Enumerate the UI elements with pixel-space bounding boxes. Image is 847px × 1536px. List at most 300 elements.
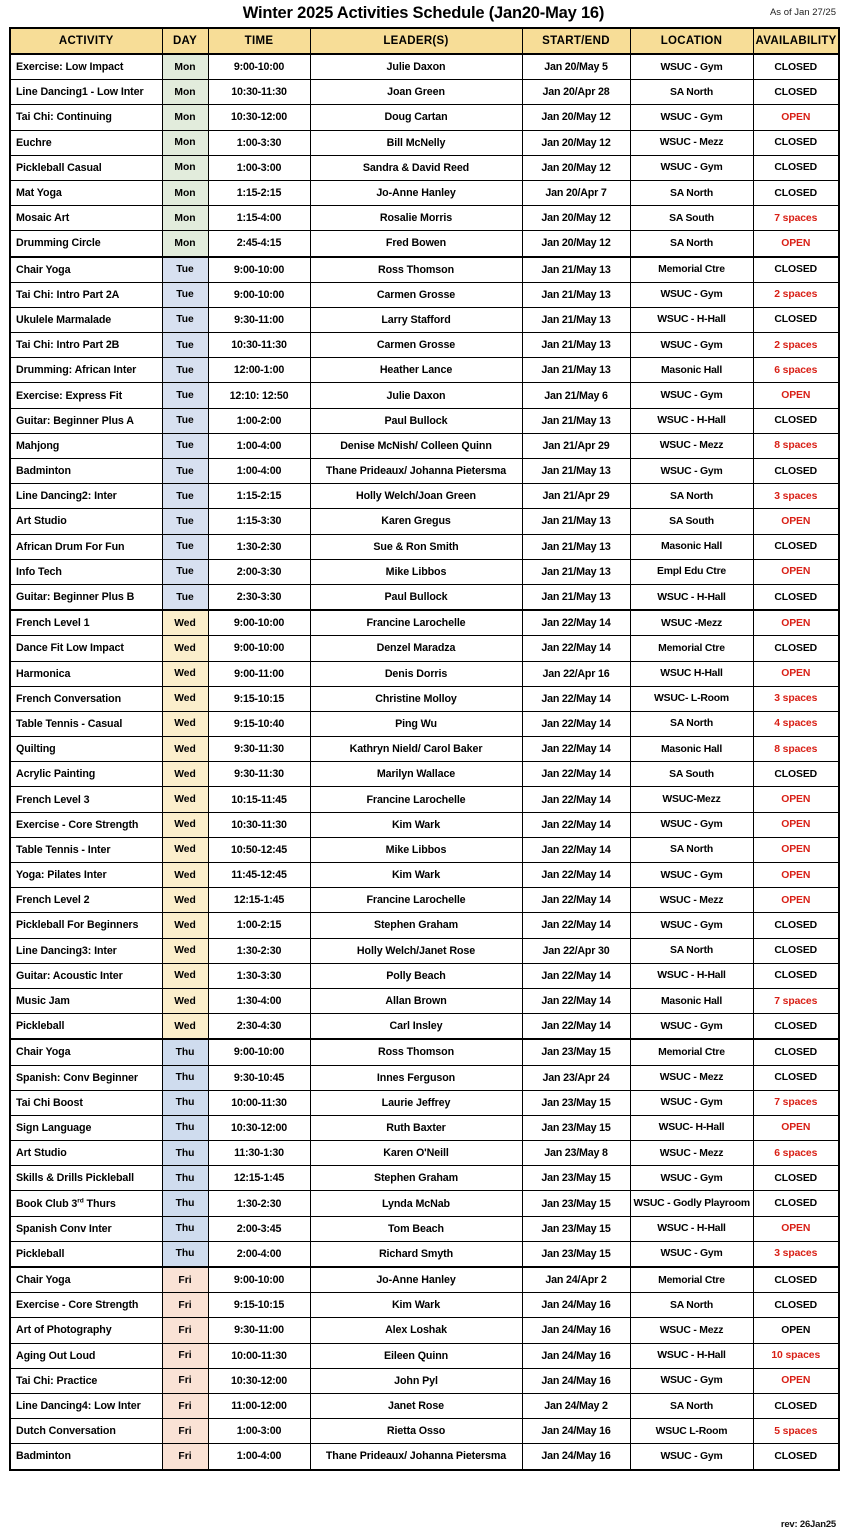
- cell-location: SA South: [630, 509, 753, 534]
- cell-start-end: Jan 22/May 14: [522, 762, 630, 787]
- cell-availability: OPEN: [753, 1318, 839, 1343]
- cell-location: WSUC - Gym: [630, 863, 753, 888]
- cell-time: 1:15-2:15: [208, 180, 310, 205]
- cell-start-end: Jan 21/Apr 29: [522, 484, 630, 509]
- cell-start-end: Jan 22/May 14: [522, 610, 630, 636]
- cell-activity: Art Studio: [10, 509, 162, 534]
- cell-availability: OPEN: [753, 559, 839, 584]
- table-row: [10, 938, 839, 963]
- table-row: [10, 1241, 839, 1267]
- cell-leader: Doug Cartan: [310, 105, 522, 130]
- cell-location: SA North: [630, 938, 753, 963]
- cell-leader: Francine Larochelle: [310, 610, 522, 636]
- cell-leader: John Pyl: [310, 1368, 522, 1393]
- cell-activity: Pickleball: [10, 1014, 162, 1040]
- cell-start-end: Jan 24/Apr 2: [522, 1267, 630, 1293]
- cell-location: SA North: [630, 80, 753, 105]
- cell-activity: Pickleball For Beginners: [10, 913, 162, 938]
- cell-start-end: Jan 22/May 14: [522, 963, 630, 988]
- cell-day: Tue: [162, 484, 208, 509]
- cell-availability: OPEN: [753, 787, 839, 812]
- cell-location: WSUC - Gym: [630, 1444, 753, 1470]
- cell-activity: Line Dancing1 - Low Inter: [10, 80, 162, 105]
- cell-time: 1:00-3:00: [208, 1419, 310, 1444]
- cell-location: WSUC - Gym: [630, 913, 753, 938]
- cell-leader: Ross Thomson: [310, 1039, 522, 1065]
- cell-activity: Music Jam: [10, 988, 162, 1013]
- cell-activity: Yoga: Pilates Inter: [10, 863, 162, 888]
- cell-time: 1:30-2:30: [208, 938, 310, 963]
- cell-location: WSUC - Gym: [630, 459, 753, 484]
- cell-time: 1:30-2:30: [208, 534, 310, 559]
- cell-availability: CLOSED: [753, 1039, 839, 1065]
- cell-availability: OPEN: [753, 837, 839, 862]
- table-row: [10, 231, 839, 257]
- as-of-date: As of Jan 27/25: [769, 7, 836, 18]
- table-row: [10, 509, 839, 534]
- cell-location: WSUC- H-Hall: [630, 1115, 753, 1140]
- cell-time: 9:15-10:15: [208, 1293, 310, 1318]
- cell-availability: 2 spaces: [753, 282, 839, 307]
- table-row: [10, 1368, 839, 1393]
- cell-leader: Janet Rose: [310, 1393, 522, 1418]
- cell-time: 2:30-3:30: [208, 584, 310, 610]
- cell-day: Tue: [162, 559, 208, 584]
- cell-activity: Chair Yoga: [10, 1039, 162, 1065]
- cell-time: 1:00-2:00: [208, 408, 310, 433]
- cell-leader: Carmen Grosse: [310, 282, 522, 307]
- cell-leader: Richard Smyth: [310, 1241, 522, 1267]
- cell-day: Tue: [162, 534, 208, 559]
- table-row: [10, 1065, 839, 1090]
- cell-day: Wed: [162, 787, 208, 812]
- table-row: [10, 1115, 839, 1140]
- cell-start-end: Jan 21/May 6: [522, 383, 630, 408]
- table-row: [10, 1318, 839, 1343]
- cell-activity: Art of Photography: [10, 1318, 162, 1343]
- cell-availability: OPEN: [753, 610, 839, 636]
- cell-activity: Guitar: Beginner Plus B: [10, 584, 162, 610]
- cell-day: Fri: [162, 1368, 208, 1393]
- cell-time: 10:30-12:00: [208, 105, 310, 130]
- cell-availability: OPEN: [753, 888, 839, 913]
- cell-location: Memorial Ctre: [630, 257, 753, 283]
- cell-leader: Carl Insley: [310, 1014, 522, 1040]
- cell-availability: CLOSED: [753, 1166, 839, 1191]
- cell-availability: 6 spaces: [753, 358, 839, 383]
- cell-leader: Stephen Graham: [310, 1166, 522, 1191]
- table-header: [10, 28, 839, 54]
- cell-time: 2:45-4:15: [208, 231, 310, 257]
- cell-activity: Dutch Conversation: [10, 1419, 162, 1444]
- cell-activity: Tai Chi: Continuing: [10, 105, 162, 130]
- cell-start-end: Jan 20/Apr 7: [522, 180, 630, 205]
- table-row: [10, 155, 839, 180]
- cell-start-end: Jan 22/Apr 30: [522, 938, 630, 963]
- revision-note: rev: 26Jan25: [780, 1519, 836, 1530]
- cell-time: 10:00-11:30: [208, 1090, 310, 1115]
- page-title: Winter 2025 Activities Schedule (Jan20-May 16): [242, 4, 605, 22]
- cell-day: Wed: [162, 636, 208, 661]
- cell-location: WSUC - Mezz: [630, 1141, 753, 1166]
- table-row: [10, 408, 839, 433]
- cell-leader: Polly Beach: [310, 963, 522, 988]
- cell-day: Tue: [162, 584, 208, 610]
- table-row: [10, 307, 839, 332]
- table-row: [10, 206, 839, 231]
- cell-day: Tue: [162, 383, 208, 408]
- cell-availability: CLOSED: [753, 257, 839, 283]
- cell-start-end: Jan 21/May 13: [522, 584, 630, 610]
- cell-activity: Guitar: Acoustic Inter: [10, 963, 162, 988]
- cell-activity: French Level 1: [10, 610, 162, 636]
- page-header: [9, 0, 838, 26]
- cell-leader: Stephen Graham: [310, 913, 522, 938]
- table-row: [10, 559, 839, 584]
- cell-location: Masonic Hall: [630, 737, 753, 762]
- table-row: [10, 54, 839, 80]
- cell-availability: CLOSED: [753, 80, 839, 105]
- column-header-leaders: LEADER(S): [310, 28, 522, 54]
- cell-activity: Line Dancing3: Inter: [10, 938, 162, 963]
- cell-day: Thu: [162, 1216, 208, 1241]
- cell-availability: 7 spaces: [753, 1090, 839, 1115]
- cell-activity: Tai Chi: Intro Part 2B: [10, 333, 162, 358]
- cell-time: 12:15-1:45: [208, 1166, 310, 1191]
- cell-leader: Allan Brown: [310, 988, 522, 1013]
- cell-day: Wed: [162, 913, 208, 938]
- cell-day: Wed: [162, 1014, 208, 1040]
- table-row: [10, 888, 839, 913]
- cell-time: 9:00-10:00: [208, 54, 310, 80]
- cell-start-end: Jan 23/Apr 24: [522, 1065, 630, 1090]
- cell-start-end: Jan 21/May 13: [522, 534, 630, 559]
- cell-activity: Tai Chi: Intro Part 2A: [10, 282, 162, 307]
- cell-availability: CLOSED: [753, 459, 839, 484]
- table-row: [10, 686, 839, 711]
- cell-day: Fri: [162, 1393, 208, 1418]
- cell-activity: Aging Out Loud: [10, 1343, 162, 1368]
- table-row: [10, 1191, 839, 1216]
- cell-start-end: Jan 22/May 14: [522, 1014, 630, 1040]
- cell-day: Tue: [162, 257, 208, 283]
- cell-time: 1:30-3:30: [208, 963, 310, 988]
- cell-activity: Acrylic Painting: [10, 762, 162, 787]
- cell-leader: Rietta Osso: [310, 1419, 522, 1444]
- table-row: [10, 1444, 839, 1470]
- cell-availability: CLOSED: [753, 155, 839, 180]
- cell-day: Wed: [162, 686, 208, 711]
- cell-day: Mon: [162, 231, 208, 257]
- cell-start-end: Jan 22/May 14: [522, 988, 630, 1013]
- cell-start-end: Jan 20/May 5: [522, 54, 630, 80]
- table-row: [10, 1343, 839, 1368]
- table-row: [10, 433, 839, 458]
- cell-day: Tue: [162, 358, 208, 383]
- cell-leader: Sue & Ron Smith: [310, 534, 522, 559]
- cell-location: SA North: [630, 711, 753, 736]
- table-row: [10, 988, 839, 1013]
- cell-location: WSUC - Gym: [630, 383, 753, 408]
- cell-location: WSUC - Gym: [630, 1014, 753, 1040]
- cell-start-end: Jan 21/May 13: [522, 509, 630, 534]
- cell-availability: CLOSED: [753, 1293, 839, 1318]
- cell-start-end: Jan 21/May 13: [522, 358, 630, 383]
- table-row: [10, 333, 839, 358]
- table-row: [10, 963, 839, 988]
- cell-availability: CLOSED: [753, 534, 839, 559]
- cell-location: WSUC - Gym: [630, 812, 753, 837]
- cell-availability: CLOSED: [753, 1014, 839, 1040]
- table-row: [10, 1293, 839, 1318]
- cell-time: 1:15-3:30: [208, 509, 310, 534]
- cell-location: WSUC L-Room: [630, 1419, 753, 1444]
- cell-day: Fri: [162, 1444, 208, 1470]
- table-row: [10, 105, 839, 130]
- cell-location: SA North: [630, 837, 753, 862]
- cell-availability: CLOSED: [753, 408, 839, 433]
- cell-time: 1:00-3:30: [208, 130, 310, 155]
- cell-start-end: Jan 21/May 13: [522, 559, 630, 584]
- cell-time: 9:30-11:00: [208, 307, 310, 332]
- cell-leader: Paul Bullock: [310, 584, 522, 610]
- cell-location: WSUC - Gym: [630, 1166, 753, 1191]
- cell-start-end: Jan 23/May 15: [522, 1115, 630, 1140]
- cell-day: Thu: [162, 1141, 208, 1166]
- cell-availability: 4 spaces: [753, 711, 839, 736]
- cell-location: SA North: [630, 1393, 753, 1418]
- cell-start-end: Jan 24/May 16: [522, 1419, 630, 1444]
- table-row: [10, 257, 839, 283]
- cell-day: Wed: [162, 863, 208, 888]
- cell-availability: CLOSED: [753, 1267, 839, 1293]
- table-row: [10, 787, 839, 812]
- cell-day: Wed: [162, 812, 208, 837]
- table-row: [10, 358, 839, 383]
- cell-availability: 5 spaces: [753, 1419, 839, 1444]
- cell-availability: OPEN: [753, 1115, 839, 1140]
- cell-time: 1:00-4:00: [208, 459, 310, 484]
- cell-availability: OPEN: [753, 105, 839, 130]
- cell-activity: Line Dancing2: Inter: [10, 484, 162, 509]
- cell-leader: Kim Wark: [310, 863, 522, 888]
- cell-day: Mon: [162, 105, 208, 130]
- cell-start-end: Jan 20/May 12: [522, 206, 630, 231]
- cell-availability: OPEN: [753, 661, 839, 686]
- cell-location: WSUC - Mezz: [630, 130, 753, 155]
- cell-location: WSUC - Mezz: [630, 1318, 753, 1343]
- cell-time: 11:30-1:30: [208, 1141, 310, 1166]
- cell-day: Mon: [162, 130, 208, 155]
- table-row: [10, 130, 839, 155]
- cell-availability: 7 spaces: [753, 206, 839, 231]
- cell-activity: Euchre: [10, 130, 162, 155]
- cell-time: 10:30-11:30: [208, 812, 310, 837]
- cell-availability: 8 spaces: [753, 737, 839, 762]
- cell-leader: Julie Daxon: [310, 54, 522, 80]
- cell-location: WSUC - H-Hall: [630, 1343, 753, 1368]
- cell-day: Thu: [162, 1241, 208, 1267]
- cell-activity: African Drum For Fun: [10, 534, 162, 559]
- cell-availability: OPEN: [753, 1368, 839, 1393]
- cell-availability: OPEN: [753, 231, 839, 257]
- cell-availability: 3 spaces: [753, 1241, 839, 1267]
- cell-day: Mon: [162, 54, 208, 80]
- cell-activity: Info Tech: [10, 559, 162, 584]
- cell-location: SA North: [630, 180, 753, 205]
- cell-activity: Dance Fit Low Impact: [10, 636, 162, 661]
- cell-time: 9:30-11:30: [208, 737, 310, 762]
- cell-activity: French Level 3: [10, 787, 162, 812]
- cell-activity: Spanish: Conv Beginner: [10, 1065, 162, 1090]
- table-row: [10, 661, 839, 686]
- cell-leader: Tom Beach: [310, 1216, 522, 1241]
- table-row: [10, 383, 839, 408]
- cell-time: 9:15-10:40: [208, 711, 310, 736]
- cell-start-end: Jan 24/May 16: [522, 1343, 630, 1368]
- cell-location: WSUC -Mezz: [630, 610, 753, 636]
- cell-day: Tue: [162, 408, 208, 433]
- cell-location: Memorial Ctre: [630, 1039, 753, 1065]
- activities-schedule-table: [9, 27, 840, 1471]
- cell-start-end: Jan 20/Apr 28: [522, 80, 630, 105]
- cell-leader: Marilyn Wallace: [310, 762, 522, 787]
- cell-activity: Tai Chi Boost: [10, 1090, 162, 1115]
- cell-location: WSUC-Mezz: [630, 787, 753, 812]
- cell-day: Fri: [162, 1318, 208, 1343]
- cell-day: Mon: [162, 206, 208, 231]
- table-row: [10, 837, 839, 862]
- cell-start-end: Jan 22/May 14: [522, 837, 630, 862]
- table-row: [10, 1267, 839, 1293]
- cell-location: SA South: [630, 206, 753, 231]
- cell-leader: Sandra & David Reed: [310, 155, 522, 180]
- cell-leader: Mike Libbos: [310, 837, 522, 862]
- cell-leader: Carmen Grosse: [310, 333, 522, 358]
- cell-start-end: Jan 21/May 13: [522, 307, 630, 332]
- cell-location: Memorial Ctre: [630, 636, 753, 661]
- cell-leader: Kim Wark: [310, 1293, 522, 1318]
- table-row: [10, 1166, 839, 1191]
- cell-leader: Joan Green: [310, 80, 522, 105]
- cell-activity: French Level 2: [10, 888, 162, 913]
- table-row: [10, 459, 839, 484]
- cell-start-end: Jan 21/May 13: [522, 333, 630, 358]
- cell-activity: Harmonica: [10, 661, 162, 686]
- cell-activity: Badminton: [10, 459, 162, 484]
- cell-activity: Skills & Drills Pickleball: [10, 1166, 162, 1191]
- cell-location: WSUC - H-Hall: [630, 307, 753, 332]
- cell-time: 12:10: 12:50: [208, 383, 310, 408]
- cell-activity: Art Studio: [10, 1141, 162, 1166]
- cell-activity: Chair Yoga: [10, 257, 162, 283]
- cell-availability: CLOSED: [753, 584, 839, 610]
- cell-start-end: Jan 24/May 2: [522, 1393, 630, 1418]
- cell-day: Tue: [162, 433, 208, 458]
- cell-location: SA North: [630, 484, 753, 509]
- cell-availability: CLOSED: [753, 130, 839, 155]
- cell-location: Masonic Hall: [630, 534, 753, 559]
- table-row: [10, 1419, 839, 1444]
- table-row: [10, 762, 839, 787]
- cell-location: Memorial Ctre: [630, 1267, 753, 1293]
- cell-day: Thu: [162, 1191, 208, 1216]
- cell-time: 9:30-10:45: [208, 1065, 310, 1090]
- cell-day: Fri: [162, 1343, 208, 1368]
- cell-day: Fri: [162, 1293, 208, 1318]
- cell-day: Wed: [162, 737, 208, 762]
- cell-time: 10:15-11:45: [208, 787, 310, 812]
- cell-time: 1:00-4:00: [208, 433, 310, 458]
- cell-location: WSUC H-Hall: [630, 661, 753, 686]
- cell-availability: 8 spaces: [753, 433, 839, 458]
- table-row: [10, 1393, 839, 1418]
- column-header-availability: AVAILABILITY: [753, 28, 839, 54]
- cell-activity: Table Tennis - Inter: [10, 837, 162, 862]
- cell-start-end: Jan 23/May 15: [522, 1166, 630, 1191]
- cell-time: 1:00-3:00: [208, 155, 310, 180]
- cell-location: WSUC - Mezz: [630, 888, 753, 913]
- cell-time: 9:00-10:00: [208, 257, 310, 283]
- cell-location: WSUC - Gym: [630, 54, 753, 80]
- cell-time: 9:00-10:00: [208, 636, 310, 661]
- cell-location: SA North: [630, 231, 753, 257]
- cell-start-end: Jan 22/May 14: [522, 913, 630, 938]
- cell-leader: Innes Ferguson: [310, 1065, 522, 1090]
- cell-day: Wed: [162, 762, 208, 787]
- column-header-day: DAY: [162, 28, 208, 54]
- cell-activity: Exercise: Express Fit: [10, 383, 162, 408]
- table-row: [10, 180, 839, 205]
- cell-leader: Larry Stafford: [310, 307, 522, 332]
- cell-availability: CLOSED: [753, 963, 839, 988]
- cell-start-end: Jan 21/May 13: [522, 459, 630, 484]
- cell-leader: Denzel Maradza: [310, 636, 522, 661]
- cell-time: 10:30-12:00: [208, 1368, 310, 1393]
- table-row: [10, 1014, 839, 1040]
- cell-location: WSUC - Gym: [630, 155, 753, 180]
- table-row: [10, 1090, 839, 1115]
- cell-day: Thu: [162, 1065, 208, 1090]
- cell-day: Mon: [162, 155, 208, 180]
- cell-time: 9:00-11:00: [208, 661, 310, 686]
- cell-activity: Sign Language: [10, 1115, 162, 1140]
- table-body: [10, 54, 839, 1470]
- cell-availability: OPEN: [753, 863, 839, 888]
- cell-day: Wed: [162, 661, 208, 686]
- cell-start-end: Jan 22/May 14: [522, 888, 630, 913]
- cell-time: 2:00-4:00: [208, 1241, 310, 1267]
- cell-location: WSUC - H-Hall: [630, 408, 753, 433]
- cell-leader: Kathryn Nield/ Carol Baker: [310, 737, 522, 762]
- cell-activity: Badminton: [10, 1444, 162, 1470]
- cell-time: 1:15-2:15: [208, 484, 310, 509]
- cell-availability: OPEN: [753, 383, 839, 408]
- table-row: [10, 484, 839, 509]
- cell-availability: CLOSED: [753, 762, 839, 787]
- table-row: [10, 812, 839, 837]
- cell-activity: Pickleball: [10, 1241, 162, 1267]
- cell-availability: 6 spaces: [753, 1141, 839, 1166]
- cell-start-end: Jan 24/May 16: [522, 1444, 630, 1470]
- cell-day: Tue: [162, 333, 208, 358]
- cell-activity: Mosaic Art: [10, 206, 162, 231]
- cell-day: Thu: [162, 1115, 208, 1140]
- cell-day: Tue: [162, 459, 208, 484]
- cell-start-end: Jan 22/Apr 16: [522, 661, 630, 686]
- cell-time: 1:30-2:30: [208, 1191, 310, 1216]
- cell-availability: CLOSED: [753, 1393, 839, 1418]
